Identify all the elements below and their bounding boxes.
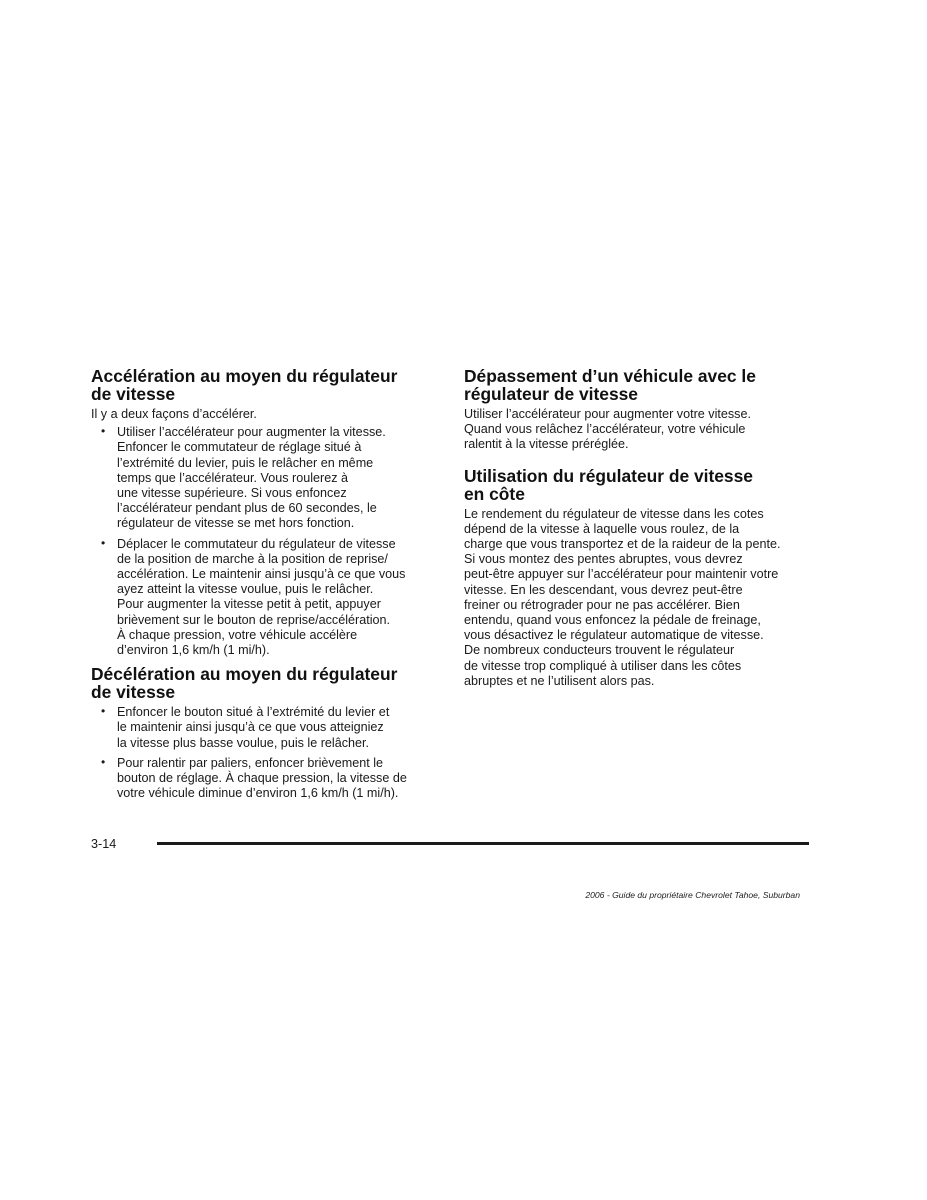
text-line: De nombreux conducteurs trouvent le régulateur <box>464 643 735 658</box>
text-line: ralentit à la vitesse préréglée. <box>464 437 629 452</box>
left-column <box>91 367 441 806</box>
text-line: abruptes et ne l’utilisent alors pas. <box>464 673 655 688</box>
text-line: Utiliser l’accélérateur pour augmenter votre vitesse. <box>464 407 751 421</box>
right-column <box>464 367 816 689</box>
section-deceleration <box>91 665 441 801</box>
title-line: Décélération au moyen du régulateur <box>91 664 398 685</box>
intro-text: Il y a deux façons d’accélérer. <box>91 407 257 421</box>
text-line: régulateur de vitesse se met hors fonction. <box>117 516 355 531</box>
section-title-hills <box>464 467 816 503</box>
list-item <box>91 756 441 802</box>
list-item <box>91 537 441 659</box>
text-line: Pour augmenter la vitesse petit à petit, appuyer <box>117 597 381 612</box>
title-line: Accélération au moyen du régulateur <box>91 366 398 386</box>
bullet-icon: • <box>101 535 106 550</box>
text-line: brièvement sur le bouton de reprise/accélération. <box>117 612 391 627</box>
bullet-icon: • <box>101 424 106 439</box>
text-line: de vitesse trop compliqué à utiliser dans les côtes <box>464 658 742 673</box>
text-line: Déplacer le commutateur du régulateur de vitesse <box>117 536 396 551</box>
text-line: À chaque pression, votre véhicule accélère <box>117 627 358 642</box>
section-title-deceleration <box>91 665 441 701</box>
list-item <box>91 425 441 531</box>
list-item <box>91 705 441 751</box>
title-line: de vitesse <box>91 682 176 703</box>
title-line: régulateur de vitesse <box>464 384 638 404</box>
page-number: 3-14 <box>91 837 117 851</box>
text-line: d’environ 1,6 km/h (1 mi/h). <box>117 643 270 658</box>
bullet-icon: • <box>101 704 106 719</box>
text-line: entendu, quand vous enfoncez la pédale de freinage, <box>464 613 761 628</box>
text-line: Le rendement du régulateur de vitesse dans les cotes <box>464 506 764 521</box>
text-line: ayez atteint la vitesse voulue, puis le relâcher. <box>117 582 374 597</box>
bullet-icon: • <box>101 754 106 769</box>
text-line: accélération. Le maintenir ainsi jusqu’à ce que vous <box>117 567 406 582</box>
footer-rule <box>157 842 809 845</box>
footer-text: 2006 - Guide du propriétaire Chevrolet Tahoe, Suburban <box>585 890 800 900</box>
text-line: dépend de la vitesse à laquelle vous roulez, de la <box>464 521 740 536</box>
text-line: votre véhicule diminue d’environ 1,6 km/h (1 mi/h). <box>117 786 399 801</box>
text-line: freiner ou rétrograder pour ne pas accélérer. Bien <box>464 597 740 612</box>
text-line: une vitesse supérieure. Si vous enfoncez <box>117 486 347 501</box>
text-line: vous désactivez le régulateur automatique de vitesse. <box>464 628 764 643</box>
section-hills <box>464 467 816 689</box>
text-line: Quand vous relâchez l’accélérateur, votre véhicule <box>464 422 746 437</box>
section-acceleration <box>91 367 441 658</box>
text-line: bouton de réglage. À chaque pression, la vitesse de <box>117 771 407 786</box>
text-line: peut-être appuyer sur l’accélérateur pour maintenir votre <box>464 567 779 582</box>
text-line: l’accélérateur pendant plus de 60 secondes, le <box>117 501 377 516</box>
section-title-acceleration <box>91 367 441 403</box>
text-line: Enfoncer le commutateur de réglage situé à <box>117 440 362 455</box>
text-line: Si vous montez des pentes abruptes, vous devrez <box>464 552 743 567</box>
text-line: vitesse. En les descendant, vous devrez peut-être <box>464 582 743 597</box>
section-title-overtaking <box>464 367 816 403</box>
bullet-list <box>91 425 441 658</box>
title-line: de vitesse <box>91 384 176 404</box>
text-line: Utiliser l’accélérateur pour augmenter la vitesse. <box>117 425 386 440</box>
text-line: de la position de marche à la position de reprise/ <box>117 551 388 566</box>
title-line: Dépassement d’un véhicule avec le <box>464 366 756 386</box>
body-text <box>464 407 816 453</box>
title-line: en côte <box>464 483 525 504</box>
bullet-list <box>91 705 441 801</box>
text-line: Pour ralentir par paliers, enfoncer brièvement le <box>117 755 383 770</box>
text-line: la vitesse plus basse voulue, puis le relâcher. <box>117 735 370 750</box>
title-line: Utilisation du régulateur de vitesse <box>464 465 753 486</box>
text-line: charge que vous transportez et de la raideur de la pente. <box>464 537 781 552</box>
text-line: l’extrémité du levier, puis le relâcher en même <box>117 455 374 470</box>
text-line: Enfoncer le bouton situé à l’extrémité du levier et <box>117 705 390 720</box>
body-text <box>464 507 816 689</box>
section-overtaking <box>464 367 816 453</box>
text-line: le maintenir ainsi jusqu’à ce que vous atteigniez <box>117 720 384 735</box>
text-line: temps que l’accélérateur. Vous roulerez à <box>117 470 349 485</box>
